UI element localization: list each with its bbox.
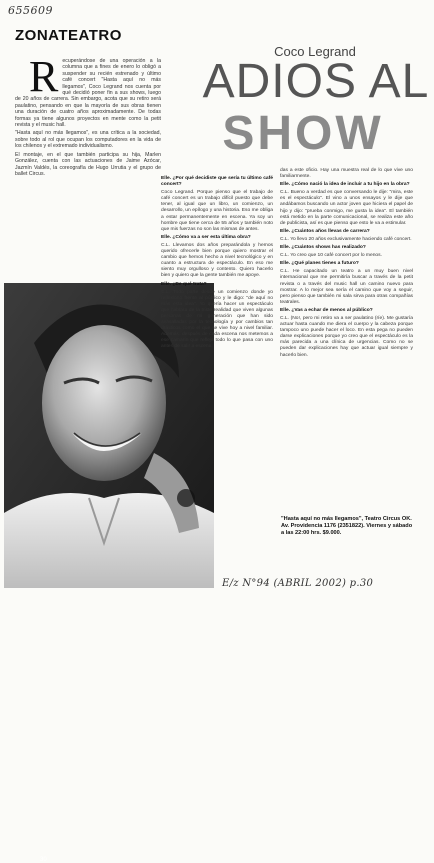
article-kicker: Coco Legrand <box>274 44 356 59</box>
section-label: ZONATEATRO <box>15 27 122 44</box>
drop-cap: R <box>29 52 59 101</box>
interview-answer: C.L. (No!, pero mi retiro va a ser paulatino (ríe). Me gustaría actuar hasta cuando me diera el cuerpo y la cabeza porque tampoco uno puede hacer el loco. En esta pega no pueden darse explicaciones porque yo creo que el espectáculo es la más parecida a una clínica de urgencias. Como no se pueden dar explicaciones hay que actuar igual siempre y hacerlo bien. <box>280 315 413 358</box>
interview-question: Elle. ¿Cómo va a ser esta última obra? <box>161 234 251 240</box>
handwritten-archive-number: 655609 <box>8 4 53 17</box>
intro-paragraph-3: El montaje, en el que también participa su hija, Marlen González, cuenta con las actuaciones de Jaime Azócar, Jazmín Valdés, la coreografía de Hugo Urrutia y el grupo de ballet Circus. <box>15 151 161 177</box>
interview-answer: C.L. Bueno a verdad es que conversando le dije: "mira, este es el espectáculo". El vino a unos ensayos y le dije que andábamos buscando un actor joven que hiciera el papel de hijo y dijo: "prueba conmigo, me gusta la idea". El también está metido en la parte comunicacional, se realiza este año de publicista, así es que pienso que esto le va a estimular. <box>280 190 413 226</box>
interview-column-right <box>280 168 413 361</box>
intro-column <box>15 52 161 179</box>
interview-answer: C.L. Yo llevo 20 años exclusivamente haciendo café concert. <box>280 236 412 242</box>
interview-question: Elle. ¿Qué planes tienes a futuro? <box>280 261 359 267</box>
intro-paragraph-2: "Hasta aquí no más llegamos", es una crítica a la sociedad, sobre todo al rol que ocupan los computadores en la vida de los chilenos y el extremado individualismo. <box>15 130 161 150</box>
interview-question: Elle. ¿De qué trata? <box>161 281 207 287</box>
article-title-line-1: ADIOS AL <box>202 55 430 108</box>
interview-answer: das a este oficio. Hay una muestra real de lo que vive uno familiarmente. <box>280 168 413 180</box>
handwritten-citation: E/z N°94 (ABRIL 2002) p.30 <box>222 578 374 589</box>
interview-answer: C.L. He capacitado un teatro a un muy buen nivel internacional que me permitiría buscar a través de la petit revista o a través del music hall un camino nuevo para mostrar. A lo mejor sea sería el camino que voy a seguir, pero pienso que también mi sala sirva para otras compañías teatrales. <box>280 269 413 305</box>
interview-answer: C.L. Llevamos dos años preparándola y hemos querido ofrecerle bien porque quiero mostrar el cambio que hemos hecho a nivel tecnológico y en cuanto a estructura de espectáculo. En eso me siento muy orgulloso y contento. Quiero hacerlo bien y quiero que la gente también me apoye. <box>161 242 273 279</box>
interview-column-middle <box>161 176 273 353</box>
interview-question: Elle. ¿Vas a echar de menos al público? <box>280 307 373 313</box>
intro-paragraph-1 <box>15 52 161 129</box>
interview-question: Elle. ¿Cuántos años llevas de carrera? <box>280 228 370 234</box>
interview-question: Elle. ¿Cuántos shows has realizado? <box>280 245 366 251</box>
interview-question: Elle. ¿Cómo nació la idea de incluir a tu hijo en la obra? <box>280 182 410 188</box>
show-info-caption: "Hasta aquí no más llegamos", Teatro Circus OK. Av. Providencia 1176 (2351822). Viernes y sábado a las 22:00 hrs. $9.000. <box>281 516 413 536</box>
article-title-line-2: SHOW <box>222 107 384 160</box>
interview-answer: C.L. Todo parte desde un comienzo donde yo reflexiono frente al público y le digo: "de aquí no más esta idea". Yo quería hacer un espectáculo que hablara de la triste realidad que viven algunas personas de mi generación que han sido avasalladas por la tecnología y por cambios tan drásticos como el que se vive hoy a nivel familiar. Además, después de cada escena nos metemos a ese camarín que refleja todo lo que pasa con uno antes de salir a escena. <box>161 289 273 350</box>
page-number: 30 <box>40 857 47 863</box>
interview-question: Elle. ¿Por qué decidiste que sería tu último café concert? <box>161 176 273 188</box>
interview-answer: Coco Legrand. Porque pienso que el trabajo de café concert es un trabajo difícil puesto que debe tener, al igual que un libro, un comienzo, un desarrollo, un epílogo y una historia. Eso me obliga a estar permanentemente en escena. Ya soy un hombre que tiene cerca de 55 años y también noto que mis fuerzas no son las mismas de antes. <box>161 190 273 232</box>
intro-paragraph-1-text: ecuperándose de una operación a la columna que a fines de enero lo obligó a suspender su recién estrenado y último café concert "Hasta aquí no más llegamos", Coco Legrand nos cuenta por qué decidió poner fin a sus shows, luego de 20 años de carrera. Sin embargo, acota que su retiro será paulatino, pensando en que la mayoría de sus obras tienen una duración de cuatro años aproximadamente. De todas formas ya tiene algunos proyectos en mente como la petit revista y el music hall. <box>15 58 161 129</box>
interview-answer: C.L. Yo creo que 10 café concert por lo menos. <box>280 253 382 259</box>
